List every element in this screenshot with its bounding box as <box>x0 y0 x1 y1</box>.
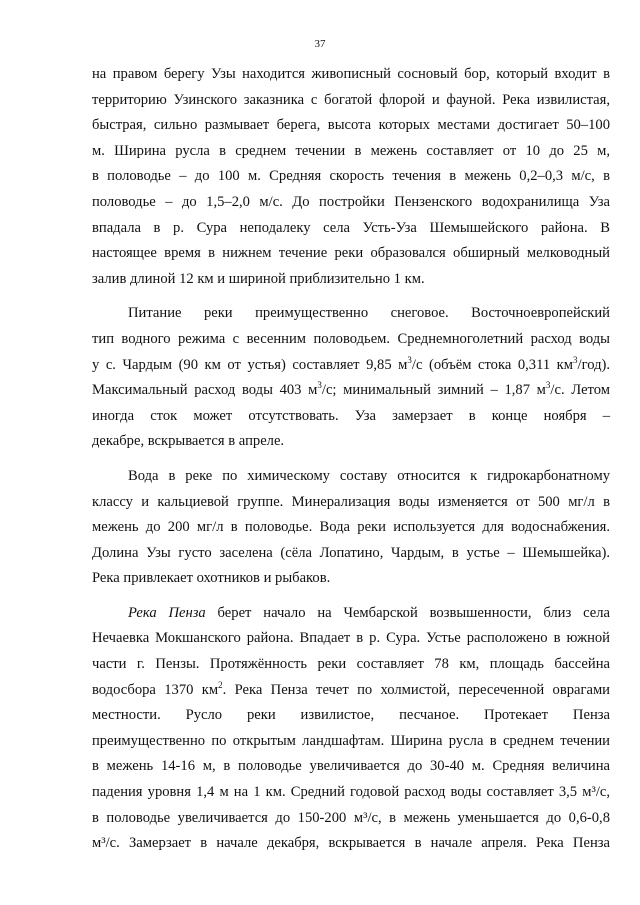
text-line: декабре, вскрывается в апреле. <box>92 433 285 450</box>
text-line: Долина Узы густо заселена (сёла Лопатино, Чардым, в устье – Шемышейка). <box>92 544 610 561</box>
text-line: части г. Пензы. Протяжённость реки составляет 78 км, площадь бассейна <box>92 656 610 673</box>
text-line: преимущественно по открытым ландшафтам. Ширина русла в среднем течении <box>92 732 610 749</box>
text-line: классу и кальциевой группе. Минерализация воды изменяется от 500 мг/л в <box>92 493 610 510</box>
paragraph <box>92 301 610 455</box>
text-segment: у с. Чардым (90 км от устья) составляет 9,85 м <box>92 356 408 373</box>
text-segment: . Река Пенза течет по холмистой, пересеченной оврагами <box>222 681 610 698</box>
text-line: местности. Русло реки извилистое, песчаное. Протекает Пенза <box>92 707 610 724</box>
text-line <box>92 678 610 704</box>
text-line: настоящее время в нижнем течение реки образовался обширный мелководный <box>92 245 610 262</box>
superscript: 3 <box>317 380 322 391</box>
text-line: половодье – до 1,5–2,0 м/с. До постройки Пензенского водохранилища Уза <box>92 193 610 210</box>
text-line: межень до 200 мг/л в половодье. Вода реки используется для водоснабжения. <box>92 519 610 536</box>
text-line <box>92 378 610 404</box>
text-line <box>92 353 610 379</box>
text-segment: /с (объём стока 0,311 км <box>411 356 574 373</box>
text-line: Вода в реке по химическому составу относится к гидрокарбонатному <box>128 467 610 484</box>
text-line: м³/с. Замерзает в начале декабря, вскрывается в начале апреля. Река Пенза <box>92 835 610 852</box>
text-line: на правом берегу Узы находится живописный сосновый бор, который входит в <box>92 66 610 82</box>
text-segment: берет начало на Чембарской возвышенности, близ села <box>205 604 610 621</box>
superscript: 3 <box>573 354 578 365</box>
text-line: Нечаевка Мокшанского района. Впадает в р. Сура. Устье расположено в южной <box>92 630 610 647</box>
text-line: падения уровня 1,4 м на 1 км. Средний годовой расход воды составляет 3,5 м³/с, <box>92 784 610 801</box>
text-line: быстрая, сильно размывает берега, высота которых местами достигает 50–100 <box>92 117 610 134</box>
text-line: тип водного режима с весенним половодьем. Среднемноголетний расход воды <box>92 330 610 347</box>
text-segment: /с. Летом <box>550 382 610 399</box>
text-segment: /с; минимальный зимний – 1,87 м <box>321 382 546 399</box>
text-line <box>92 601 610 627</box>
text-line: иногда сток может отсутствовать. Уза замерзает в конце ноября – <box>92 407 610 424</box>
text-segment: водосбора 1370 км <box>92 681 219 698</box>
text-line: территорию Узинского заказника с богатой флорой и фауной. Река извилистая, <box>92 91 610 108</box>
document-body <box>92 62 610 857</box>
text-segment: /год). <box>577 356 611 373</box>
paragraph <box>92 601 610 857</box>
text-line: залив длиной 12 км и шириной приблизительно 1 км. <box>92 270 425 287</box>
text-segment: Максимальный расход воды 403 м <box>92 382 318 399</box>
paragraph <box>92 62 610 292</box>
text-line: в межень 14-16 м, в половодье увеличивается до 30-40 м. Средняя величина <box>92 758 610 775</box>
paragraph <box>92 464 610 592</box>
text-line: м. Ширина русла в среднем течении в межень составляет от 10 до 25 м, <box>92 142 610 159</box>
superscript: 2 <box>218 679 223 690</box>
river-name: Река Пенза <box>128 604 206 621</box>
text-line: впадала в р. Сура неподалеку села Усть-Уза Шемышейского района. В <box>92 219 610 236</box>
text-line: Питание реки преимущественно снеговое. Восточноевропейский <box>128 305 610 322</box>
superscript: 3 <box>407 354 412 365</box>
text-line: в половодье – до 100 м. Средняя скорость течения в межень 0,2–0,3 м/с, в <box>92 168 610 185</box>
text-line: Река привлекает охотников и рыбаков. <box>92 570 331 587</box>
superscript: 3 <box>545 380 551 391</box>
page-number: 37 <box>314 38 326 50</box>
text-line: в половодье увеличивается до 150-200 м³/с, в межень уменьшается до 0,6-0,8 <box>92 809 610 826</box>
